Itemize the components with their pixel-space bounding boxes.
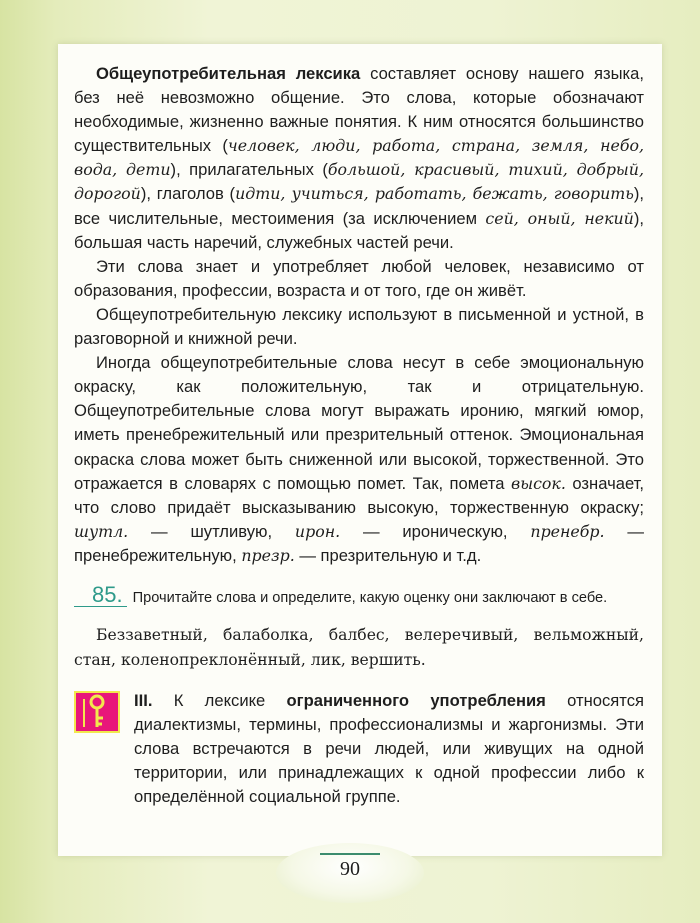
text-fragment: ), все числительные, местоимения (за исключением	[74, 184, 644, 228]
paragraph-common-vocabulary	[74, 62, 644, 255]
rule-numeral: III.	[134, 691, 153, 711]
rule-restricted-vocabulary	[74, 689, 644, 809]
text-fragment: — презрительную и т.д.	[294, 545, 482, 565]
text-fragment: — шутливую,	[128, 521, 295, 541]
text-fragment: ), прилагательных (	[170, 160, 328, 180]
exercise-85	[74, 581, 644, 609]
text-fragment: означает, что слово придаёт высказыванию высокую, торжественную окраску;	[74, 473, 644, 517]
textbook-page	[58, 44, 662, 856]
text-fragment: Иногда общеупотребительные слова несут в себе эмоциональную окраску, как положительную, так и отрицательную. Общеупотребительные слова могут выражать иронию, мягкий юмор, иметь пренебрежительный или презрительный оттенок. Эмоциональная окраска слова может быть сниженной или высокой, торжественной. Это отражается в словарях с помощью помет. Так, помета	[74, 353, 644, 493]
examples-nouns: человек, люди, работа, страна, земля, небо, вода, дети	[74, 136, 644, 180]
examples-adjectives: большой, красивый, тихий, добрый, дорогой	[74, 160, 644, 204]
text-fragment: — ироническую,	[340, 521, 531, 541]
mark-neglect: пренебр.	[530, 521, 605, 541]
text-fragment: ), глаголов (	[140, 184, 236, 204]
paragraph-speech-styles: Общеупотребительную лексику используют в письменной и устной, в разговорной и книжной речи.	[74, 304, 644, 349]
examples-verbs: идти, учиться, работать, бежать, говорить	[235, 184, 634, 204]
page-text	[74, 62, 644, 810]
text-fragment: составляет основу нашего языка, без неё невозможно общение. Это слова, которые обозначают необходимые, жизненно важные понятия. К ним относятся большинство существительных (	[74, 64, 644, 156]
mark-high: высок.	[511, 473, 566, 493]
paragraph-everyone-uses: Эти слова знает и употребляет любой человек, независимо от образования, профессии, возраста и от того, где он живёт.	[74, 256, 644, 300]
term-common-vocabulary: Общеупотребительная лексика	[96, 64, 361, 83]
key-icon-svg	[76, 693, 118, 731]
text-fragment: — пренебрежительную,	[74, 521, 644, 565]
exercise-words: Беззаветный, балаболка, балбес, велеречивый, вельможный, стан, коленопреклонённый, лик, вершить.	[74, 626, 644, 670]
exercise-instruction: Прочитайте слова и определите, какую оценку они заключают в себе.	[132, 589, 608, 606]
rule-text	[134, 689, 644, 809]
key-icon	[74, 691, 120, 733]
mark-joke: шутл.	[74, 521, 129, 541]
term-restricted-use: ограниченного употребления	[286, 691, 546, 711]
examples-pronouns: сей, оный, некий	[485, 208, 634, 228]
paragraph-emotional-coloring	[74, 351, 644, 568]
exercise-number: 85.	[74, 584, 127, 607]
text-fragment: относятся диалектизмы, термины, профессионализмы и жаргонизмы. Эти слова встречаются в речи людей, или живущих на одной территории, или принадлежащих к одной профессии либо к определённой социальной группе.	[134, 691, 644, 807]
mark-iron: ирон.	[294, 521, 341, 541]
mark-contempt: презр.	[241, 545, 295, 565]
page-number: 90	[340, 858, 360, 880]
page-number-rule	[320, 853, 380, 855]
text-fragment: ), большая часть наречий, служебных частей речи.	[74, 208, 644, 252]
text-fragment: К лексике	[152, 691, 287, 711]
